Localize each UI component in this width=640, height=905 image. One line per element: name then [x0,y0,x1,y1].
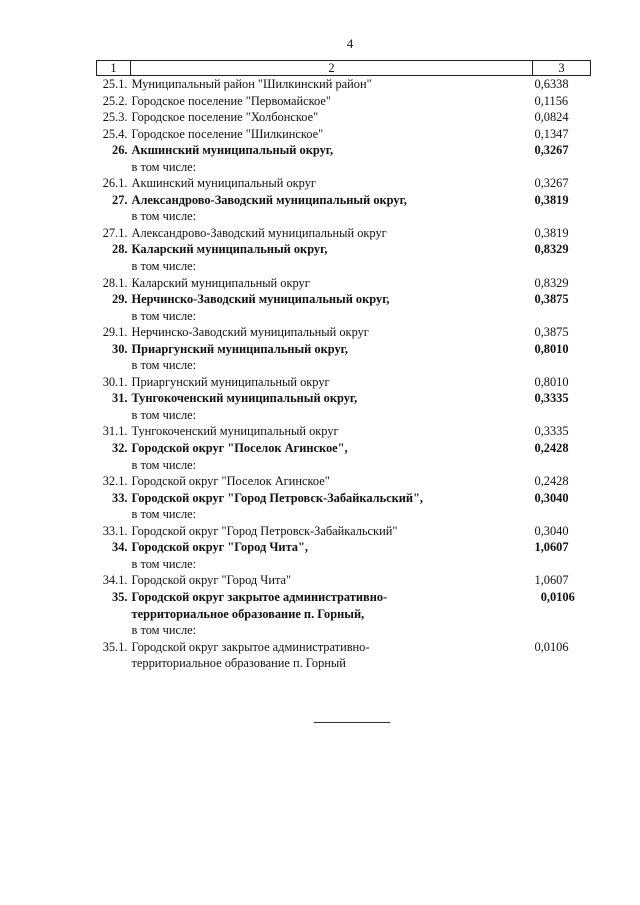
table-row [97,275,591,292]
row-name: Городской округ "Город Петровск-Забайкальский" [131,523,398,538]
table-row [97,324,591,341]
row-name-text: Городской округ "Город Чита", [131,540,308,555]
row-name: Нерчинско-Заводский муниципальный округ [131,325,369,340]
header-col-3: 3 [533,61,591,76]
row-number: 25.1. [102,77,128,91]
row-value: 0,8329 [534,275,569,290]
end-divider-line [314,722,390,723]
allocation-table [96,60,591,672]
row-number: 35. [112,589,128,604]
table-row [97,175,591,192]
row-number: 25.3. [102,110,128,125]
row-name [131,142,533,175]
row-name-text: Городской округ закрытое административно- [131,589,388,604]
row-number: 32. [112,441,128,456]
row-number: 31.1. [102,424,128,439]
row-number: 35.1. [102,639,128,654]
row-name [131,241,533,274]
row-name-text: Нерчинско-Заводский муниципальный округ, [131,292,390,307]
row-name-text: Городской округ "Поселок Агинское", [131,441,348,456]
row-number: 26.1. [102,176,128,191]
row-name [131,192,533,225]
header-col-1: 1 [97,61,131,76]
row-name-text: Каларский муниципальный округ, [131,242,328,257]
table-row-total [97,589,591,639]
row-number: 28. [112,242,128,257]
row-subtitle: в том числе: [131,358,197,373]
row-value: 0,3335 [534,391,569,406]
row-subtitle: в том числе: [131,159,197,174]
row-name-text-continued: территориальное образование п. Горный [131,656,346,671]
row-name: Муниципальный район "Шилкинский район" [131,77,372,91]
row-value-spacer [535,590,538,604]
row-value: 0,3819 [534,225,569,240]
row-value: 0,3875 [534,325,569,340]
table-row [97,639,591,672]
row-number: 27. [112,192,128,207]
row-value: 0,3040 [534,523,569,538]
row-number: 26. [112,143,128,158]
row-subtitle: в том числе: [131,457,197,472]
row-name [131,490,533,523]
row-value: 0,3335 [534,424,569,439]
table-row-total [97,291,591,324]
row-number: 29. [112,292,128,307]
row-value: 1,0607 [534,540,569,555]
row-subtitle: в том числе: [131,623,197,638]
row-name-text: Приаргунский муниципальный округ, [131,341,349,356]
table-row [97,225,591,242]
table-row [97,423,591,440]
row-name-text: Александрово-Заводский муниципальный округ, [131,192,407,207]
row-number: 34.1. [102,573,128,588]
row-subtitle: в том числе: [131,308,197,323]
table-row [97,93,591,110]
page-number: 4 [346,36,354,51]
row-subtitle: в том числе: [131,407,197,422]
table-row-total [97,192,591,225]
row-name: Городской округ "Поселок Агинское" [131,474,330,489]
row-value: 0,8010 [534,374,569,389]
row-value: 0,3267 [534,143,569,158]
row-name [131,589,533,639]
table-row-total [97,539,591,572]
row-value: 0,2428 [534,474,569,489]
row-name [131,341,533,374]
table-row-total [97,490,591,523]
table-header-row [97,61,591,76]
table-row [97,109,591,126]
row-number: 25.4. [102,126,128,141]
row-name [131,291,533,324]
row-subtitle: в том числе: [131,556,197,571]
row-name: Городской округ "Город Чита" [131,573,292,588]
row-number: 27.1. [102,225,128,240]
table-row-total [97,241,591,274]
row-number: 30.1. [102,374,128,389]
row-name: Каларский муниципальный округ [131,275,310,290]
table-row-total [97,341,591,374]
table-row [97,523,591,540]
row-name-text: Акшинский муниципальный округ, [131,143,334,158]
row-name [131,440,533,473]
header-col-2: 2 [131,61,533,76]
row-value: 0,0106 [534,639,569,654]
row-value: 0,1156 [534,93,569,108]
row-name [131,390,533,423]
row-name: Александрово-Заводский муниципальный округ [131,225,387,240]
row-name-text: Городской округ "Город Петровск-Забайкальский", [131,490,424,505]
row-name [131,539,533,572]
row-number: 25.2. [102,93,128,108]
row-number: 28.1. [102,275,128,290]
row-value: 0,8329 [534,242,569,257]
row-value: 0,2428 [534,441,569,456]
row-value: 0,3040 [534,490,569,505]
table-row [97,126,591,143]
row-number: 29.1. [102,325,128,340]
row-name-text-continued: территориальное образование п. Горный, [131,606,365,621]
table-row [97,76,591,93]
row-number: 30. [112,341,128,356]
row-number: 33.1. [102,523,128,538]
row-value: 0,8010 [534,341,569,356]
table-row-total [97,390,591,423]
row-subtitle: в том числе: [131,259,197,274]
row-name: Городское поселение "Первомайское" [131,93,331,108]
row-value: 0,1347 [534,126,569,141]
table-row [97,473,591,490]
row-value: 1,0607 [534,573,569,588]
row-name: Акшинский муниципальный округ [131,176,316,191]
row-name: Тунгокоченский муниципальный округ [131,424,339,439]
row-name-text: Городской округ закрытое административно- [131,639,370,654]
row-subtitle: в том числе: [131,209,197,224]
row-value: 0,0824 [534,110,569,125]
row-value: 0,3875 [534,292,569,307]
row-value: 0,3819 [534,192,569,207]
row-value: 0,3267 [534,176,569,191]
row-value: 0,6338 [534,77,569,91]
table-row-total [97,440,591,473]
row-number: 31. [112,391,128,406]
table-row-total [97,142,591,175]
row-value [533,589,591,639]
row-name [131,639,533,672]
row-number: 33. [112,490,128,505]
row-name-text: Тунгокоченский муниципальный округ, [131,391,358,406]
row-value-text: 0,0106 [540,589,575,604]
row-subtitle: в том числе: [131,507,197,522]
row-number: 32.1. [102,474,128,489]
row-name: Городское поселение "Шилкинское" [131,126,324,141]
row-name: Приаргунский муниципальный округ [131,374,330,389]
table-row [97,572,591,589]
row-name: Городское поселение "Холбонское" [131,110,319,125]
row-number: 34. [112,540,128,555]
table-row [97,374,591,391]
